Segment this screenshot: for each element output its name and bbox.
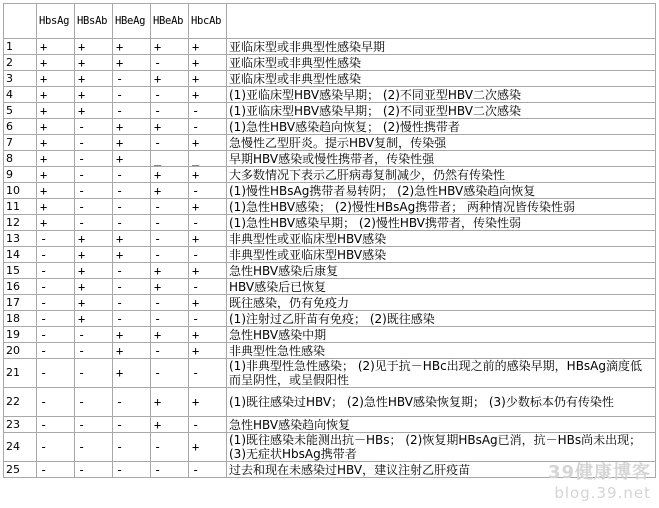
cell-hbsab: + — [75, 311, 113, 327]
cell-hbsag: + — [37, 39, 75, 55]
cell-hbeab: - — [151, 215, 189, 231]
cell-hbeab: - — [151, 103, 189, 119]
cell-hbeag: + — [113, 135, 151, 151]
cell-hbcab: + — [189, 231, 227, 247]
header-hbsab: HBsAb — [75, 4, 113, 39]
header-hbsag: HbsAg — [37, 4, 75, 39]
table-row — [4, 343, 656, 359]
cell-hbeab: + — [151, 388, 189, 417]
cell-hbsag: + — [37, 135, 75, 151]
cell-hbeag: - — [113, 199, 151, 215]
cell-hbeag: + — [113, 39, 151, 55]
header-hbeag: HBeAg — [113, 4, 151, 39]
cell-hbcab: - — [189, 359, 227, 388]
cell-hbsag: - — [37, 388, 75, 417]
cell-hbsab: + — [75, 39, 113, 55]
table-row — [4, 71, 656, 87]
cell-hbcab: - — [189, 183, 227, 199]
table-row — [4, 263, 656, 279]
cell-hbeag: - — [113, 263, 151, 279]
cell-hbsab: - — [75, 151, 113, 167]
cell-description: (1)注射过乙肝苗有免疫； (2)既往感染 — [227, 311, 656, 327]
cell-hbsag: - — [37, 295, 75, 311]
table-row — [4, 388, 656, 417]
cell-hbcab: + — [189, 167, 227, 183]
cell-hbsag: + — [37, 55, 75, 71]
cell-hbeag: + — [113, 359, 151, 388]
cell-hbsag: - — [37, 417, 75, 433]
cell-description: 亚临床型或非典型性感染 — [227, 55, 656, 71]
row-number: 17 — [4, 295, 37, 311]
cell-description: 急慢性乙型肝炎。提示HBV复制，传染强 — [227, 135, 656, 151]
row-number: 8 — [4, 151, 37, 167]
row-number: 19 — [4, 327, 37, 343]
row-number: 18 — [4, 311, 37, 327]
cell-hbsag: - — [37, 462, 75, 478]
row-number: 23 — [4, 417, 37, 433]
cell-hbsag: + — [37, 103, 75, 119]
row-number: 10 — [4, 183, 37, 199]
cell-hbsab: - — [75, 327, 113, 343]
table-row — [4, 279, 656, 295]
cell-description: (1)急性HBV感染早期； (2)慢性HBV携带者，传染性弱 — [227, 215, 656, 231]
cell-hbcab: + — [189, 263, 227, 279]
row-number: 20 — [4, 343, 37, 359]
cell-hbeag: - — [113, 462, 151, 478]
row-number: 1 — [4, 39, 37, 55]
cell-hbcab: + — [189, 135, 227, 151]
table-row — [4, 462, 656, 478]
header-hbeab: HBeAb — [151, 4, 189, 39]
cell-hbcab: + — [189, 343, 227, 359]
cell-hbeab: + — [151, 119, 189, 135]
table-row — [4, 311, 656, 327]
row-number: 5 — [4, 103, 37, 119]
table-row — [4, 231, 656, 247]
cell-description: 急性HBV感染趋向恢复 — [227, 417, 656, 433]
cell-hbeag: - — [113, 388, 151, 417]
cell-hbeab: - — [151, 247, 189, 263]
cell-description: 急性HBV感染后康复 — [227, 263, 656, 279]
cell-hbsab: - — [75, 199, 113, 215]
cell-hbcab: + — [189, 388, 227, 417]
cell-hbsag: - — [37, 359, 75, 388]
cell-hbeab: + — [151, 417, 189, 433]
cell-hbeag: - — [113, 433, 151, 462]
cell-description: 既往感染，仍有免疫力 — [227, 295, 656, 311]
cell-hbeab: _ — [151, 151, 189, 167]
row-number: 9 — [4, 167, 37, 183]
cell-hbeag: + — [113, 151, 151, 167]
cell-hbcab: - — [189, 247, 227, 263]
cell-hbeab: - — [151, 295, 189, 311]
table-row — [4, 167, 656, 183]
cell-hbeag: - — [113, 103, 151, 119]
cell-hbcab: - — [189, 279, 227, 295]
cell-hbsab: + — [75, 247, 113, 263]
cell-description: (1)亚临床型HBV感染早期； (2)不同亚型HBV二次感染 — [227, 103, 656, 119]
cell-hbeag: + — [113, 231, 151, 247]
cell-description: (1)非典型性急性感染； (2)见于抗－HBc出现之前的感染早期，HBsAg滴度低而呈阴性，或呈假阳性 — [227, 359, 656, 388]
table-row — [4, 417, 656, 433]
cell-hbeab: - — [151, 231, 189, 247]
row-number: 11 — [4, 199, 37, 215]
cell-hbeag: - — [113, 417, 151, 433]
cell-hbsab: - — [75, 343, 113, 359]
cell-hbsab: - — [75, 215, 113, 231]
cell-hbsab: + — [75, 103, 113, 119]
cell-description: 过去和现在未感染过HBV，建议注射乙肝疫苗 — [227, 462, 656, 478]
cell-description: (1)亚临床型HBV感染早期； (2)不同亚型HBV二次感染 — [227, 87, 656, 103]
cell-hbsab: + — [75, 279, 113, 295]
cell-hbsab: + — [75, 55, 113, 71]
header-row — [4, 4, 656, 39]
row-number: 14 — [4, 247, 37, 263]
cell-hbsag: + — [37, 199, 75, 215]
cell-hbsab: - — [75, 135, 113, 151]
cell-hbeab: - — [151, 343, 189, 359]
cell-hbcab: + — [189, 71, 227, 87]
cell-hbeag: - — [113, 183, 151, 199]
cell-description: 早期HBV感染或慢性携带者，传染性强 — [227, 151, 656, 167]
cell-description: 急性HBV感染中期 — [227, 327, 656, 343]
cell-hbeab: + — [151, 263, 189, 279]
cell-hbsag: + — [37, 151, 75, 167]
cell-hbeab: - — [151, 87, 189, 103]
row-number: 21 — [4, 359, 37, 388]
cell-description: 非典型性或亚临床型HBV感染 — [227, 247, 656, 263]
cell-hbeag: - — [113, 311, 151, 327]
cell-hbeab: - — [151, 462, 189, 478]
cell-hbeag: - — [113, 71, 151, 87]
cell-hbeag: + — [113, 327, 151, 343]
cell-description: HBV感染后已恢复 — [227, 279, 656, 295]
cell-hbeab: - — [151, 55, 189, 71]
cell-hbsag: + — [37, 215, 75, 231]
cell-hbcab: - — [189, 417, 227, 433]
cell-description: (1)既往感染过HBV； (2)急性HBV感染恢复期； (3)少数标本仍有传染性 — [227, 388, 656, 417]
cell-hbsab: + — [75, 231, 113, 247]
cell-hbeab: - — [151, 433, 189, 462]
cell-hbsag: - — [37, 263, 75, 279]
cell-hbsag: - — [37, 311, 75, 327]
cell-hbcab: - — [189, 103, 227, 119]
cell-hbeab: - — [151, 311, 189, 327]
cell-hbeag: + — [113, 55, 151, 71]
cell-hbeag: - — [113, 295, 151, 311]
header-hbcab: HbcAb — [189, 4, 227, 39]
row-number: 7 — [4, 135, 37, 151]
cell-hbeab: + — [151, 183, 189, 199]
cell-hbeab: + — [151, 167, 189, 183]
cell-hbsab: - — [75, 119, 113, 135]
cell-hbeab: - — [151, 135, 189, 151]
cell-hbsag: - — [37, 433, 75, 462]
row-number: 25 — [4, 462, 37, 478]
cell-hbcab: _ — [189, 151, 227, 167]
cell-hbsag: - — [37, 231, 75, 247]
table-row — [4, 103, 656, 119]
cell-hbcab: + — [189, 295, 227, 311]
cell-description: 非典型性或亚临床型HBV感染 — [227, 231, 656, 247]
cell-hbeag: + — [113, 343, 151, 359]
cell-hbsab: - — [75, 462, 113, 478]
cell-hbsab: - — [75, 183, 113, 199]
row-number: 15 — [4, 263, 37, 279]
table-row — [4, 151, 656, 167]
cell-hbsab: - — [75, 167, 113, 183]
cell-hbsag: + — [37, 167, 75, 183]
row-number: 3 — [4, 71, 37, 87]
cell-hbsag: + — [37, 71, 75, 87]
cell-description: (1)急性HBV感染趋向恢复； (2)慢性携带者 — [227, 119, 656, 135]
table-row — [4, 55, 656, 71]
cell-description: 大多数情况下表示乙肝病毒复制减少，仍然有传染性 — [227, 167, 656, 183]
cell-hbsab: + — [75, 263, 113, 279]
cell-hbsab: - — [75, 359, 113, 388]
cell-hbsag: - — [37, 247, 75, 263]
cell-hbsag: - — [37, 343, 75, 359]
cell-hbeab: - — [151, 199, 189, 215]
table-row — [4, 247, 656, 263]
cell-hbeab: + — [151, 39, 189, 55]
cell-hbeag: - — [113, 279, 151, 295]
row-number: 6 — [4, 119, 37, 135]
cell-description: 亚临床型或非典型性感染 — [227, 71, 656, 87]
cell-hbeag: + — [113, 119, 151, 135]
table-row — [4, 119, 656, 135]
cell-hbsag: + — [37, 87, 75, 103]
table-row — [4, 215, 656, 231]
hbv-marker-table — [3, 3, 656, 478]
row-number: 22 — [4, 388, 37, 417]
watermark-url: blog.39.net — [554, 484, 651, 502]
cell-hbsab: + — [75, 295, 113, 311]
table-body — [4, 39, 656, 478]
cell-hbeag: - — [113, 87, 151, 103]
cell-hbeag: - — [113, 167, 151, 183]
cell-hbeab: + — [151, 327, 189, 343]
cell-hbeab: + — [151, 279, 189, 295]
cell-description: 非典型性急性感染 — [227, 343, 656, 359]
table-row — [4, 199, 656, 215]
row-number: 2 — [4, 55, 37, 71]
cell-hbcab: - — [189, 215, 227, 231]
row-number: 24 — [4, 433, 37, 462]
row-number: 16 — [4, 279, 37, 295]
cell-hbcab: + — [189, 433, 227, 462]
cell-hbeab: + — [151, 71, 189, 87]
cell-hbsab: + — [75, 87, 113, 103]
cell-hbcab: - — [189, 311, 227, 327]
table-row — [4, 359, 656, 388]
table-row — [4, 327, 656, 343]
cell-hbeag: - — [113, 215, 151, 231]
watermark-title: 39健康博客 — [547, 462, 651, 483]
table-row — [4, 39, 656, 55]
table-row — [4, 87, 656, 103]
cell-description: 亚临床型或非典型性感染早期 — [227, 39, 656, 55]
cell-hbsag: + — [37, 183, 75, 199]
cell-hbcab: + — [189, 39, 227, 55]
cell-hbsab: - — [75, 388, 113, 417]
cell-description: (1)既往感染未能测出抗－HBs； (2)恢复期HBsAg已消，抗－HBs尚未出现； (3)无症状HbsAg携带者 — [227, 433, 656, 462]
cell-description: (1)慢性HBsAg携带者易转阴； (2)急性HBV感染趋向恢复 — [227, 183, 656, 199]
table-row — [4, 183, 656, 199]
cell-hbcab: + — [189, 87, 227, 103]
cell-hbcab: + — [189, 199, 227, 215]
cell-hbsab: - — [75, 417, 113, 433]
cell-hbsab: - — [75, 433, 113, 462]
header-description — [227, 4, 656, 39]
cell-hbsag: - — [37, 279, 75, 295]
cell-hbcab: + — [189, 55, 227, 71]
row-number: 4 — [4, 87, 37, 103]
table-row — [4, 433, 656, 462]
row-number: 13 — [4, 231, 37, 247]
cell-hbcab: + — [189, 327, 227, 343]
cell-hbsag: + — [37, 119, 75, 135]
cell-hbeag: + — [113, 247, 151, 263]
cell-description: (1)急性HBV感染； (2)慢性HBsAg携带者； 两种情况皆传染性弱 — [227, 199, 656, 215]
header-index — [4, 4, 37, 39]
table-row — [4, 135, 656, 151]
cell-hbeab: - — [151, 359, 189, 388]
cell-hbsab: + — [75, 71, 113, 87]
row-number: 12 — [4, 215, 37, 231]
cell-hbcab: - — [189, 462, 227, 478]
cell-hbsag: - — [37, 327, 75, 343]
cell-hbcab: - — [189, 119, 227, 135]
table-row — [4, 295, 656, 311]
